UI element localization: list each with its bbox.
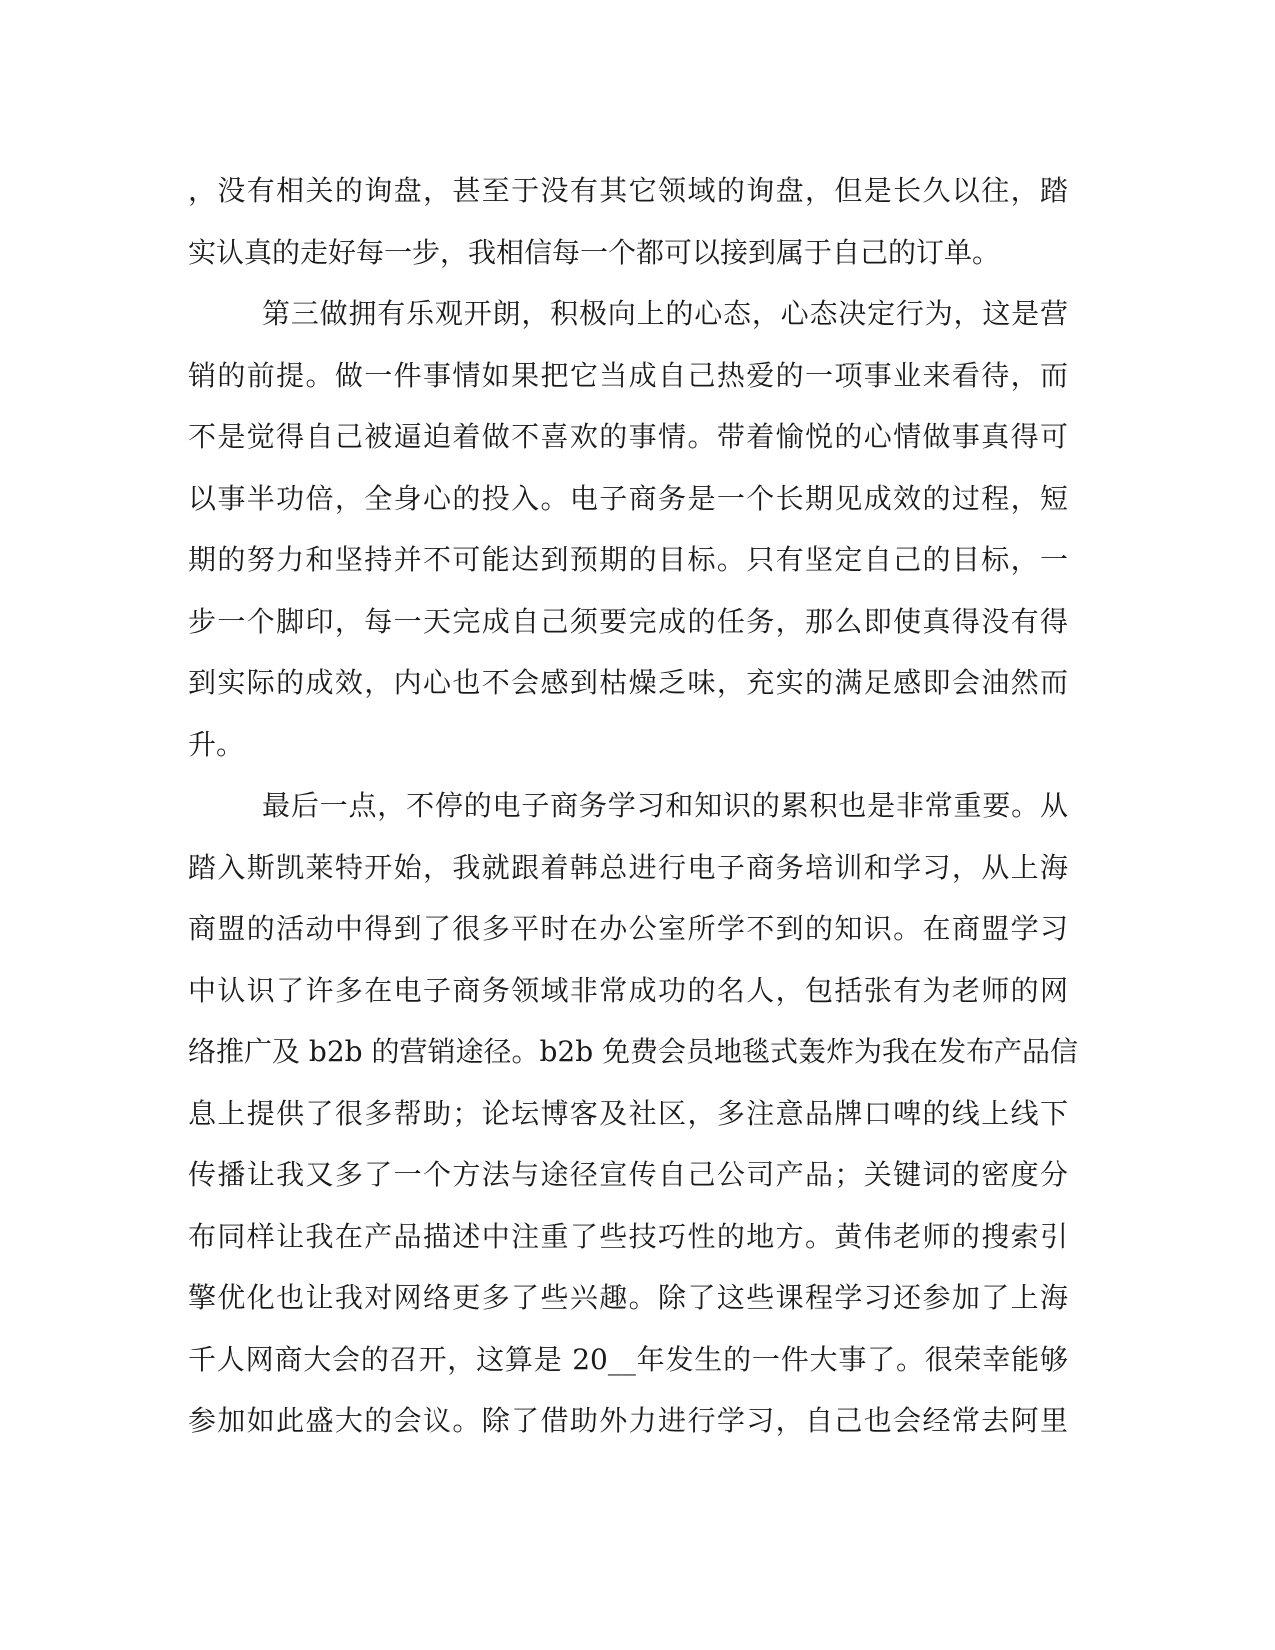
text-line: 擎优化也让我对网络更多了些兴趣。除了这些课程学习还参加了上海 (188, 1281, 1068, 1314)
paragraph-first-line: 第三做拥有乐观开朗，积极向上的心态，心态决定行为，这是营 (262, 297, 1068, 330)
text-line: 销的前提。做一件事情如果把它当成自己热爱的一项事业来看待，而 (188, 358, 1068, 392)
text-line: 升。 (188, 727, 245, 761)
text-line: 不是觉得自己被逼迫着做不喜欢的事情。带着愉悦的心情做事真得可 (188, 420, 1068, 453)
text-line: 商盟的活动中得到了很多平时在办公室所学不到的知识。在商盟学习 (188, 912, 1068, 945)
text-line: 中认识了许多在电子商务领域非常成功的名人，包括张有为老师的网 (188, 973, 1068, 1007)
paragraph-first-line: 最后一点，不停的电子商务学习和知识的累积也是非常重要。从 (262, 789, 1068, 822)
text-line: 息上提供了很多帮助；论坛博客及社区，多注意品牌口啤的线上线下 (188, 1096, 1068, 1130)
text-line: 参加如此盛大的会议。除了借助外力进行学习，自己也会经常去阿里 (188, 1404, 1068, 1437)
text-line: 以事半功倍，全身心的投入。电子商务是一个长期见成效的过程，短 (188, 481, 1068, 515)
document-body (188, 160, 1079, 1452)
text-line: 期的努力和坚持并不可能达到预期的目标。只有坚定自己的目标，一 (188, 543, 1068, 576)
text-line: 布同样让我在产品描述中注重了些技巧性的地方。黄伟老师的搜索引 (188, 1219, 1068, 1253)
text-line: 步一个脚印，每一天完成自己须要完成的任务，那么即使真得没有得 (188, 604, 1068, 638)
text-line: 到实际的成效，内心也不会感到枯燥乏味，充实的满足感即会油然而 (188, 666, 1068, 699)
text-line: ，没有相关的询盘，甚至于没有其它领域的询盘，但是长久以往，踏 (188, 174, 1068, 207)
text-line: 传播让我又多了一个方法与途径宣传自己公司产品；关键词的密度分 (188, 1158, 1068, 1191)
text-line: 踏入斯凯莱特开始，我就跟着韩总进行电子商务培训和学习，从上海 (188, 850, 1068, 884)
text-line: 千人网商大会的召开，这算是 20__年发生的一件大事了。很荣幸能够 (188, 1342, 1068, 1376)
text-line: 实认真的走好每一步，我相信每一个都可以接到属于自己的订单。 (188, 235, 1001, 269)
text-line: 络推广及 b2b 的营销途径。b2b 免费会员地毯式轰炸为我在发布产品信 (188, 1035, 1079, 1068)
